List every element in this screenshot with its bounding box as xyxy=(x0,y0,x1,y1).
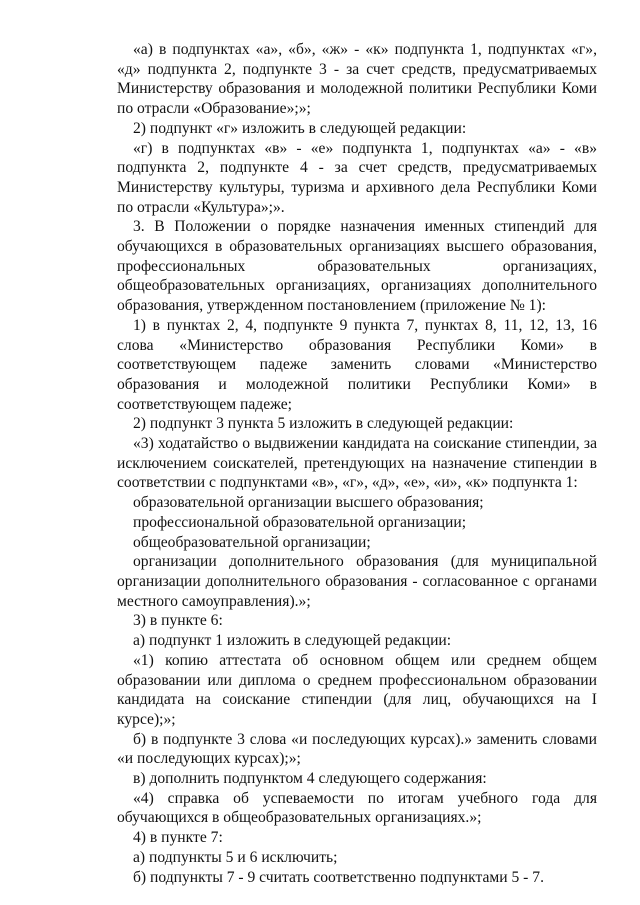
paragraph: 3) в пункте 6: xyxy=(133,612,223,630)
paragraph: 3. В Положении о порядке назначения именных стипендий для обучающихся в образовательных организациях высшего образования, профессиональных образовательных организациях, общеобразовательных организациях, организациях дополнительного образования, утвержденном постановлением (приложение № 1): xyxy=(117,218,597,315)
paragraph: б) в подпункте 3 слова «и последующих курсах).» заменить словами «и последующих курсах);»; xyxy=(117,730,597,768)
paragraph: 2) подпункт «г» изложить в следующей редакции: xyxy=(133,119,467,137)
paragraph: а) подпункты 5 и 6 исключить; xyxy=(133,848,338,866)
paragraph: 1) в пунктах 2, 4, подпункте 9 пункта 7, пунктах 8, 11, 12, 13, 16 слова «Министерство образования Республики Коми» в соответствующем падеже заменить словами «Министерство образования и молодежной политики Республики Коми» в соответствующем падеже; xyxy=(117,316,597,413)
paragraph: общеобразовательной организации; xyxy=(133,533,371,551)
paragraph: организации дополнительного образования (для муниципальной организации дополнительного образования - согласованное с органами местного самоуправления).»; xyxy=(117,553,597,610)
paragraph: «3) ходатайство о выдвижении кандидата на соискание стипендии, за исключением соискателей, претендующих на назначение стипендии в соответствии с подпунктами «в», «г», «д», «е», «и», «к» подпункта 1: xyxy=(117,435,597,492)
paragraph: 4) в пункте 7: xyxy=(133,829,223,847)
paragraph: «г) в подпунктах «в» - «е» подпункта 1, подпунктах «а» - «в» подпункта 2, подпункте 4 - за счет средств, предусматриваемых Министерству культуры, туризма и архивного дела Республики Коми по отрасли «Культура»;». xyxy=(117,139,597,216)
paragraph: «4) справка об успеваемости по итогам учебного года для обучающихся в общеобразовательных организациях.»; xyxy=(117,789,597,827)
paragraph: 2) подпункт 3 пункта 5 изложить в следующей редакции: xyxy=(133,415,514,433)
paragraph: профессиональной образовательной организации; xyxy=(133,513,467,531)
paragraph: образовательной организации высшего образования; xyxy=(133,494,484,512)
paragraph: «1) копию аттестата об основном общем или среднем общем образовании или диплома о среднем профессиональном образовании кандидата на соискание стипендии (для лиц, обучающихся на I курсе);»; xyxy=(117,651,597,728)
paragraph: в) дополнить подпунктом 4 следующего содержания: xyxy=(133,770,487,788)
paragraph: «а) в подпунктах «а», «б», «ж» - «к» подпункта 1, подпунктах «г», «д» подпункта 2, подпункте 3 - за счет средств, предусматриваемых Министерству образования и молодежной политики Республики Коми по отрасли «Образование»;»; xyxy=(117,41,597,118)
paragraph: а) подпункт 1 изложить в следующей редакции: xyxy=(133,632,452,650)
paragraph: б) подпункты 7 - 9 считать соответственно подпунктами 5 - 7. xyxy=(133,868,544,886)
